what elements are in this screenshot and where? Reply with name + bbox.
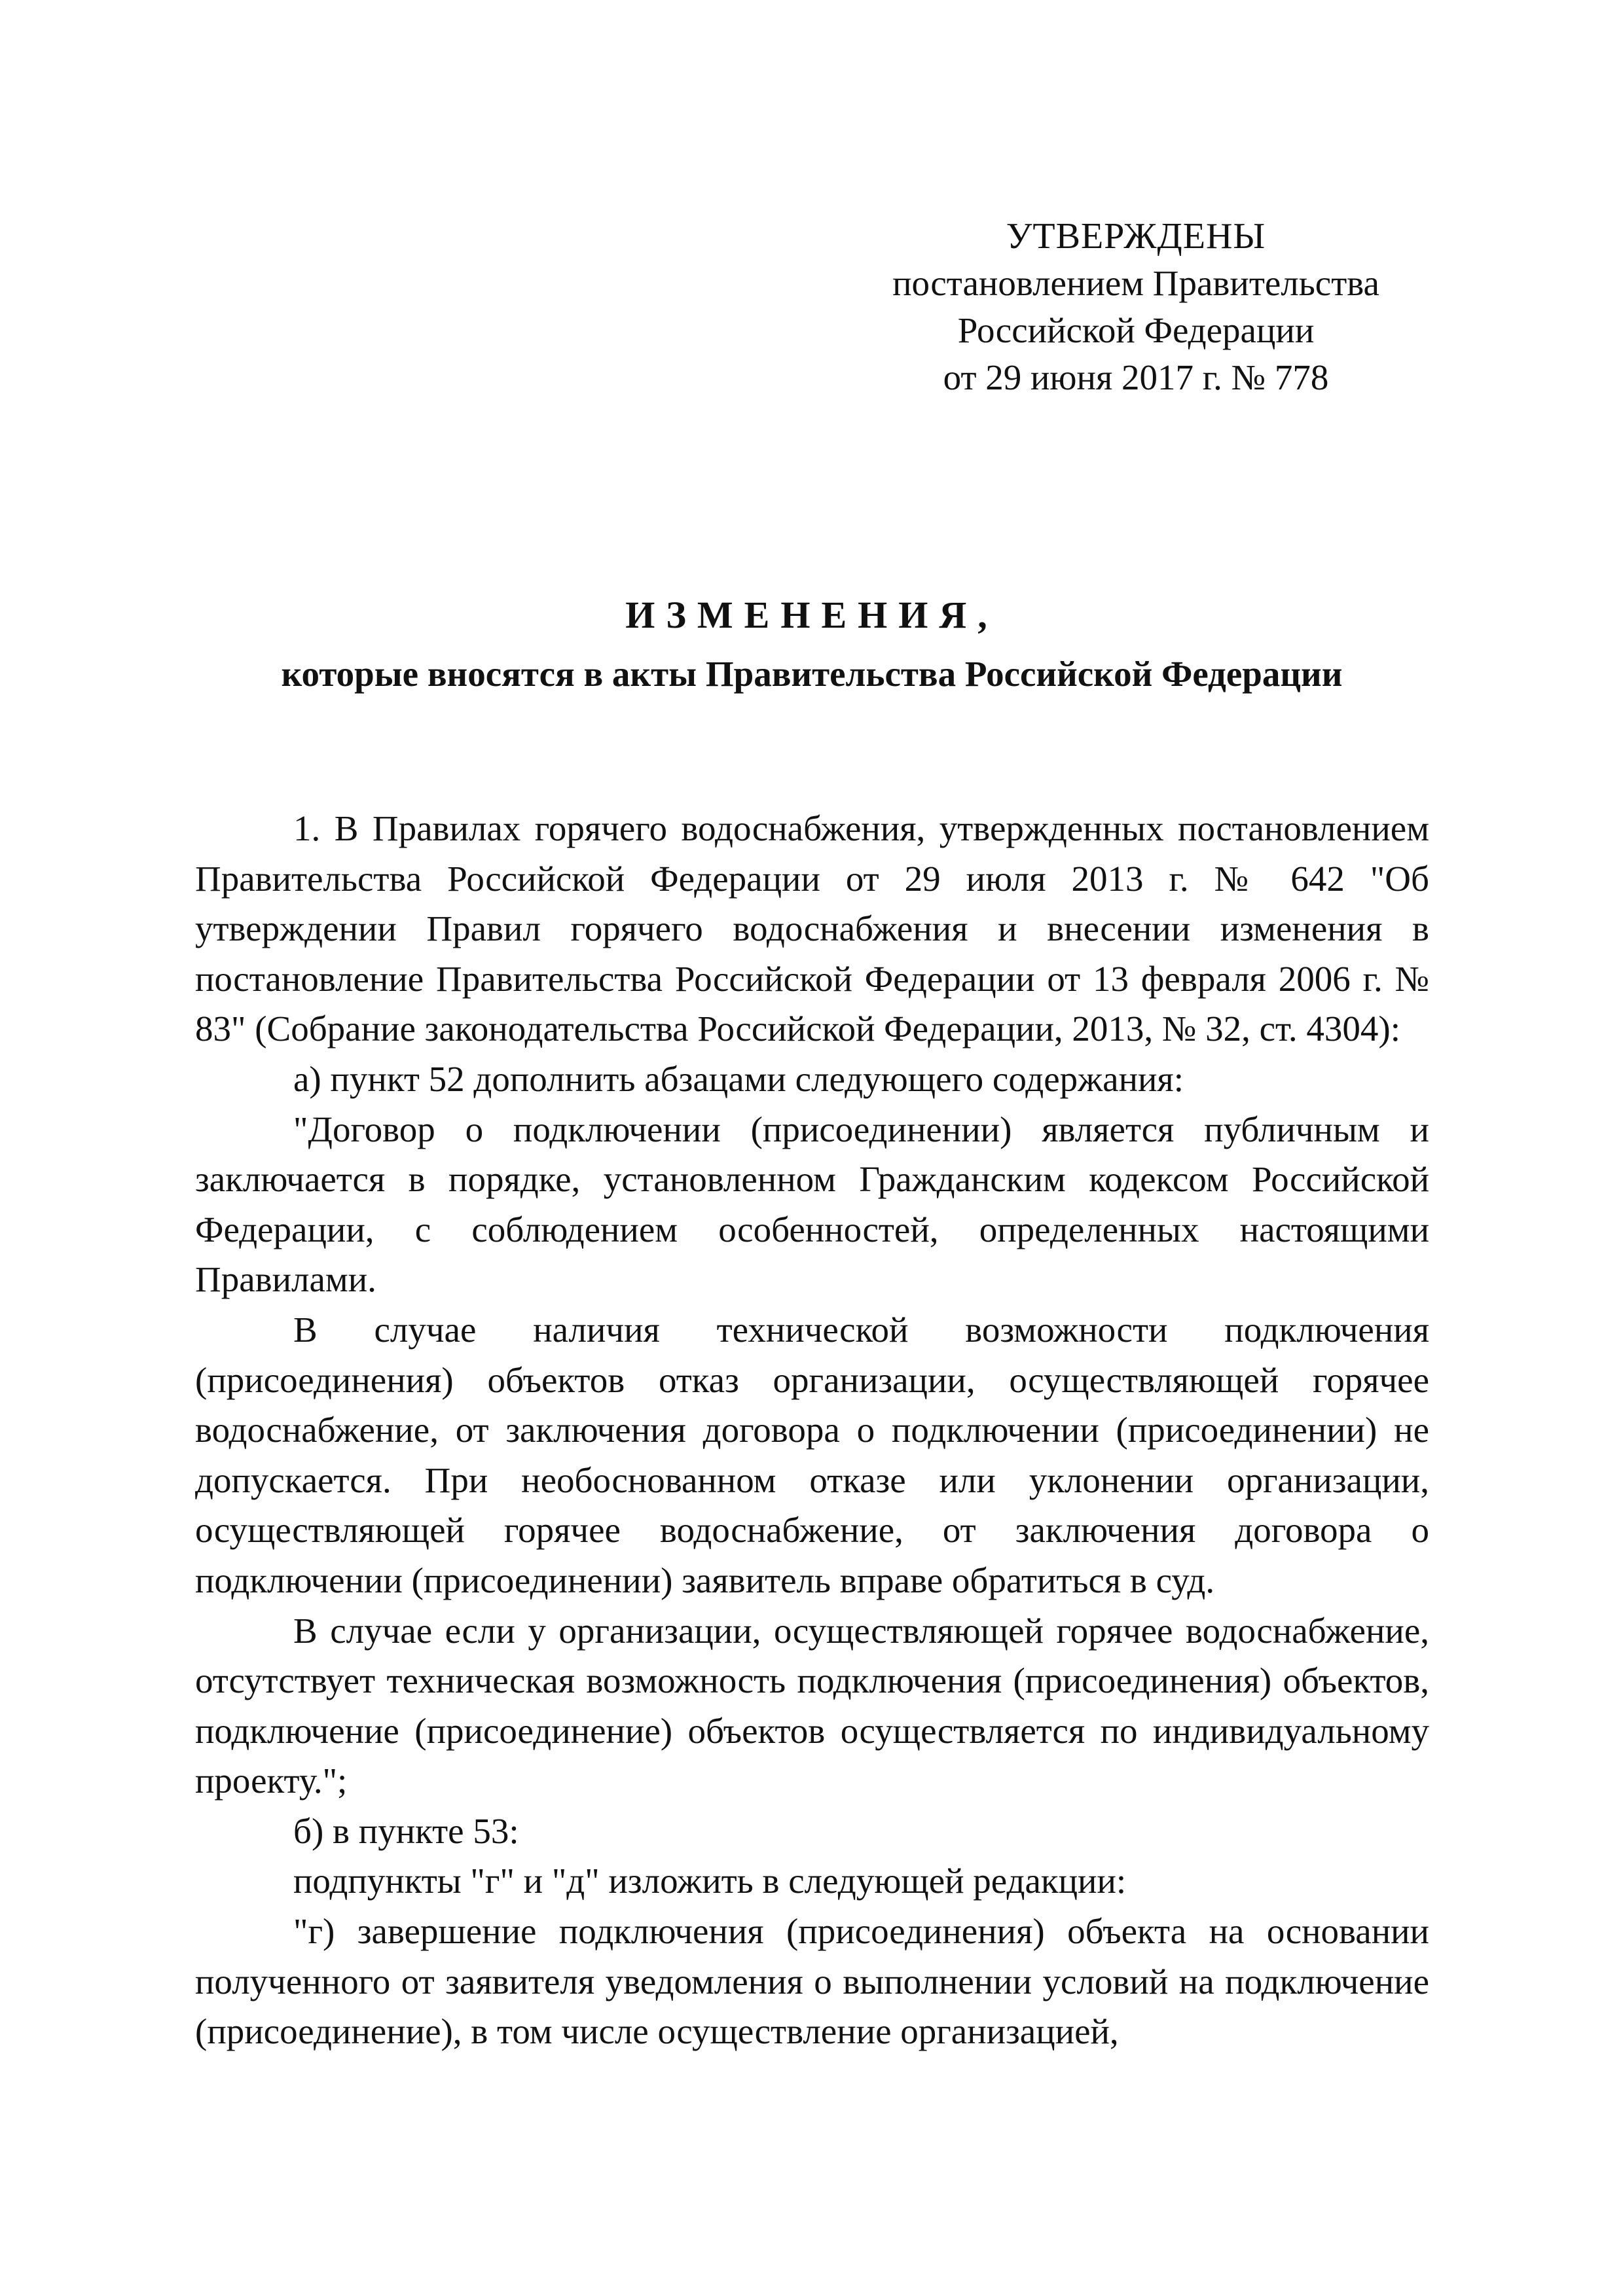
paragraph-8: "г) завершение подключения (присоединения) объекта на основании полученного от заявителя уведомления о выполнении условий на подключение (присоединение), в том числе осуществление организацией, — [195, 1911, 1429, 2052]
document-body — [195, 804, 1429, 2057]
paragraph-6: б) в пункте 53: — [293, 1810, 519, 1851]
approval-line-1: постановлением Правительства — [892, 263, 1379, 303]
paragraph-7: подпункты "г" и "д" изложить в следующей редакции: — [293, 1861, 1127, 1901]
paragraph-1: 1. В Правилах горячего водоснабжения, утвержденных постановлением Правительства Российской Федерации от 29 июля 2013 г. № 642 "Об утверждении Правил горячего водоснабжения и внесении изменения в постановление Правительства Российской Федерации от 13 февраля 2006 г. № 83" (Собрание законодательства Российской Федерации, 2013, № 32, ст. 4304): — [195, 808, 1429, 1049]
approval-line-2: Российской Федерации — [957, 310, 1315, 350]
document-subtitle: которые вносятся в акты Правительства Российской Федерации — [281, 654, 1343, 694]
approval-stamp — [858, 213, 1414, 401]
paragraph-2: а) пункт 52 дополнить абзацами следующего содержания: — [293, 1058, 1184, 1099]
paragraph-3: "Договор о подключении (присоединении) является публичным и заключается в порядке, установленном Гражданским кодексом Российской Федерации, с соблюдением особенностей, определенных настоящими Правилами. — [195, 1109, 1429, 1300]
paragraph-5: В случае если у организации, осуществляющей горячее водоснабжение, отсутствует техническая возможность подключения (присоединения) объектов, подключение (присоединение) объектов осуществляется по индивидуальному проекту."; — [195, 1610, 1429, 1801]
paragraph-4: В случае наличия технической возможности подключения (присоединения) объектов отказ организации, осуществляющей горячее водоснабжение, от заключения договора о подключении (присоединении) не допускается. При необоснованном отказе или уклонении организации, осуществляющей горячее водоснабжение, от заключения договора о подключении (присоединении) заявитель вправе обратиться в суд. — [195, 1309, 1429, 1600]
document-heading — [157, 586, 1467, 704]
document-title: ИЗМЕНЕНИЯ, — [625, 594, 998, 636]
approval-heading: УТВЕРЖДЕНЫ — [1006, 216, 1266, 257]
approval-line-3: от 29 июня 2017 г. № 778 — [943, 357, 1329, 397]
